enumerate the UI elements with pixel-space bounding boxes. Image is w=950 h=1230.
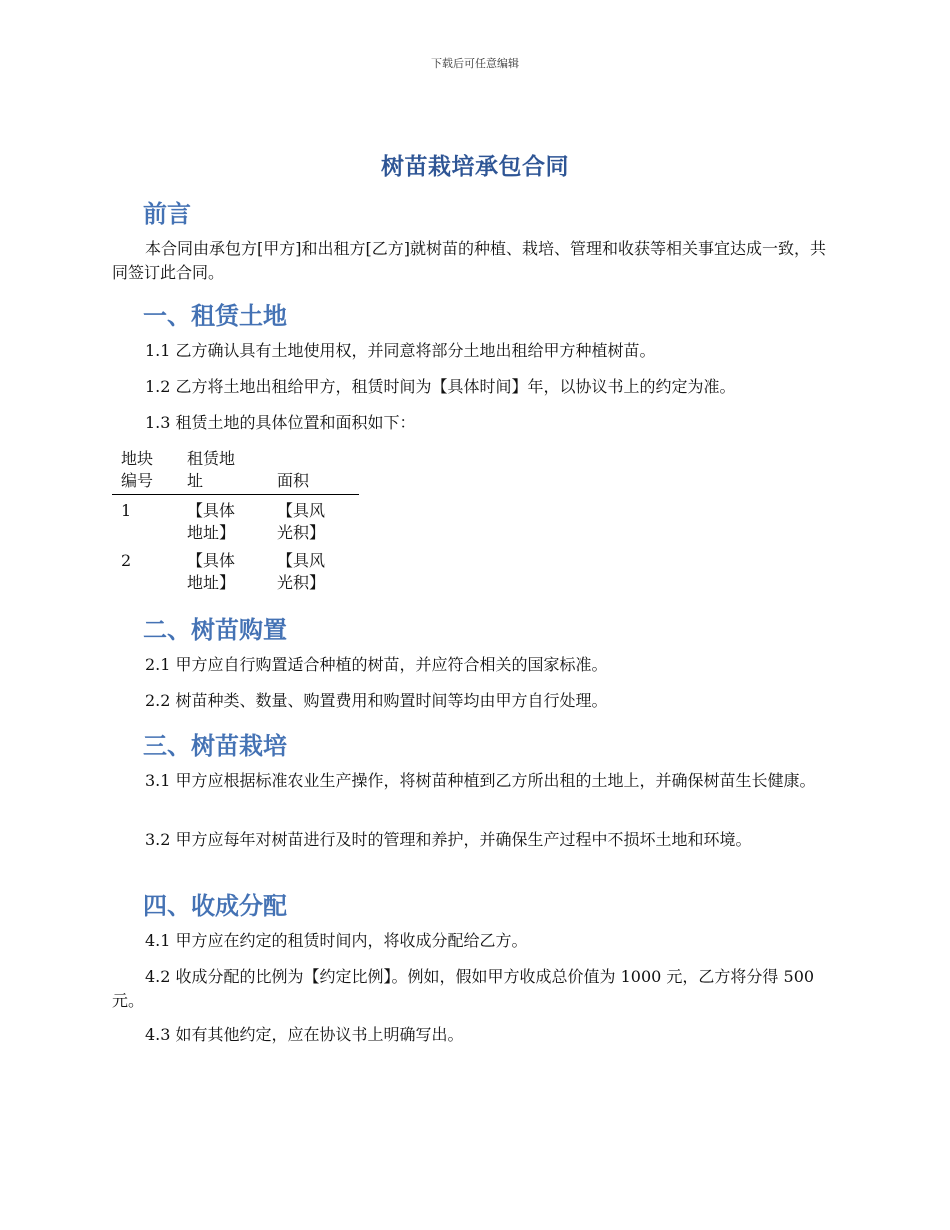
paragraph: 本合同由承包方[甲方]和出租方[乙方]就树苗的种植、栽培、管理和收获等相关事宜达成一致，共同签订此合同。: [112, 239, 826, 282]
paragraph: 4.3 如有其他约定，应在协议书上明确写出。: [145, 1025, 464, 1044]
paragraph: 2.1 甲方应自行购置适合种植的树苗，并应符合相关的国家标准。: [145, 655, 608, 674]
table-cell-id: 2: [121, 551, 132, 570]
table-header-cell: 面积: [277, 471, 310, 490]
table-row: [112, 500, 359, 550]
paragraph: 1.2 乙方将土地出租给甲方，租赁时间为【具体时间】年，以协议书上的约定为准。: [145, 377, 736, 396]
table-cell-address: 【具体 地址】: [187, 501, 236, 542]
table-row: [112, 550, 359, 600]
land-table: [112, 448, 359, 600]
section-heading-2: 二、树苗购置: [143, 616, 287, 644]
page-watermark: 下载后可任意编辑: [431, 57, 519, 70]
section-heading-preface: 前言: [143, 200, 191, 228]
section-heading-4: 四、收成分配: [143, 892, 287, 920]
paragraph: 3.1 甲方应根据标准农业生产操作，将树苗种植到乙方所出租的土地上，并确保树苗生长健康。: [145, 771, 816, 790]
table-cell-id: 1: [121, 501, 132, 520]
paragraph: 3.2 甲方应每年对树苗进行及时的管理和养护，并确保生产过程中不损坏土地和环境。: [145, 830, 752, 849]
table-cell-area: 【具风 光积】: [277, 551, 326, 592]
table-header-cell: 租赁地 址: [187, 449, 236, 490]
paragraph: 1.1 乙方确认具有土地使用权，并同意将部分土地出租给甲方种植树苗。: [145, 341, 656, 360]
table-cell-area: 【具风 光积】: [277, 501, 326, 542]
paragraph: 1.3 租赁土地的具体位置和面积如下：: [145, 413, 416, 432]
table-header-cell: 地块 编号: [121, 449, 154, 490]
table-header-row: [112, 448, 359, 495]
paragraph: 2.2 树苗种类、数量、购置费用和购置时间等均由甲方自行处理。: [145, 691, 608, 710]
document-title: 树苗栽培承包合同: [381, 154, 569, 180]
table-cell-address: 【具体 地址】: [187, 551, 236, 592]
paragraph: 4.2 收成分配的比例为【约定比例】。例如，假如甲方收成总价值为 1000 元，乙方将分得 500 元。: [112, 967, 815, 1010]
section-heading-1: 一、租赁土地: [143, 302, 287, 330]
section-heading-3: 三、树苗栽培: [143, 732, 287, 760]
paragraph: 4.1 甲方应在约定的租赁时间内，将收成分配给乙方。: [145, 931, 528, 950]
